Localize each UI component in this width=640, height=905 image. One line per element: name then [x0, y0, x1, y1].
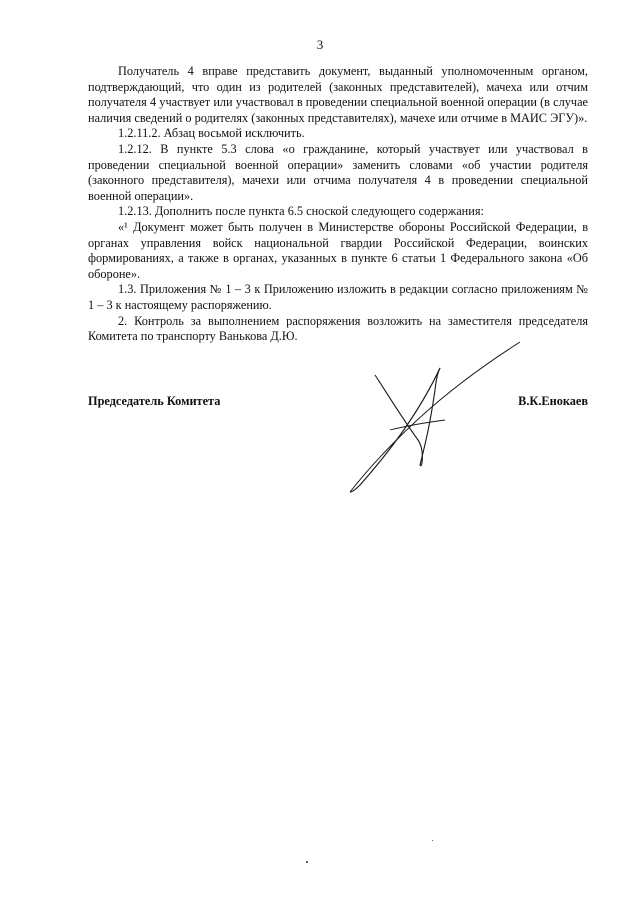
- document-body: [88, 64, 588, 345]
- paragraph-1-3: 1.3. Приложения № 1 – 3 к Приложению изложить в редакции согласно приложениям № 1 – 3 к настоящему распоряжению.: [88, 282, 588, 312]
- paragraph-1-2-12: 1.2.12. В пункте 5.3 слова «о гражданине, который участвует или участвовал в проведении специальной военной операции» заменить словами «об участии родителя (законного представителя), мачехи или отчима получателя 4 в проведении специальной военной операции».: [88, 141, 588, 203]
- signatory-name: В.К.Енокаев: [518, 394, 588, 408]
- handwritten-signature: [330, 330, 530, 500]
- paragraph-2: 2. Контроль за выполнением распоряжения возложить на заместителя председателя Комитета по транспорту Ванькова Д.Ю.: [88, 313, 588, 344]
- scan-speck: [306, 861, 308, 863]
- paragraph-footnote: «¹ Документ может быть получен в Министерстве обороны Российской Федерации, в органах управления войск национальной гвардии Российской Федерации, воинских формированиях, а также в органах, указанных в пункте 6 статьи 1 Федерального закона «Об обороне».: [88, 219, 588, 281]
- paragraph-1-2-13: 1.2.13. Дополнить после пункта 6.5 сноской следующего содержания:: [118, 204, 484, 219]
- scan-speck: [432, 840, 433, 841]
- page-number: 3: [316, 37, 324, 52]
- paragraph-recipient-document: Получатель 4 вправе представить документ, выданный уполномоченным органом, подтверждающий, что один из родителей (законных представителей), мачеха или отчим получателя 4 участвует или участвовал в проведении специальной военной операции (в случае наличия сведений о родителях (законных представителях), мачехе или отчиме в МАИС ЭГУ)».: [88, 64, 588, 125]
- paragraph-1-2-11-2: 1.2.11.2. Абзац восьмой исключить.: [118, 126, 305, 141]
- signatory-title: Председатель Комитета: [88, 394, 221, 408]
